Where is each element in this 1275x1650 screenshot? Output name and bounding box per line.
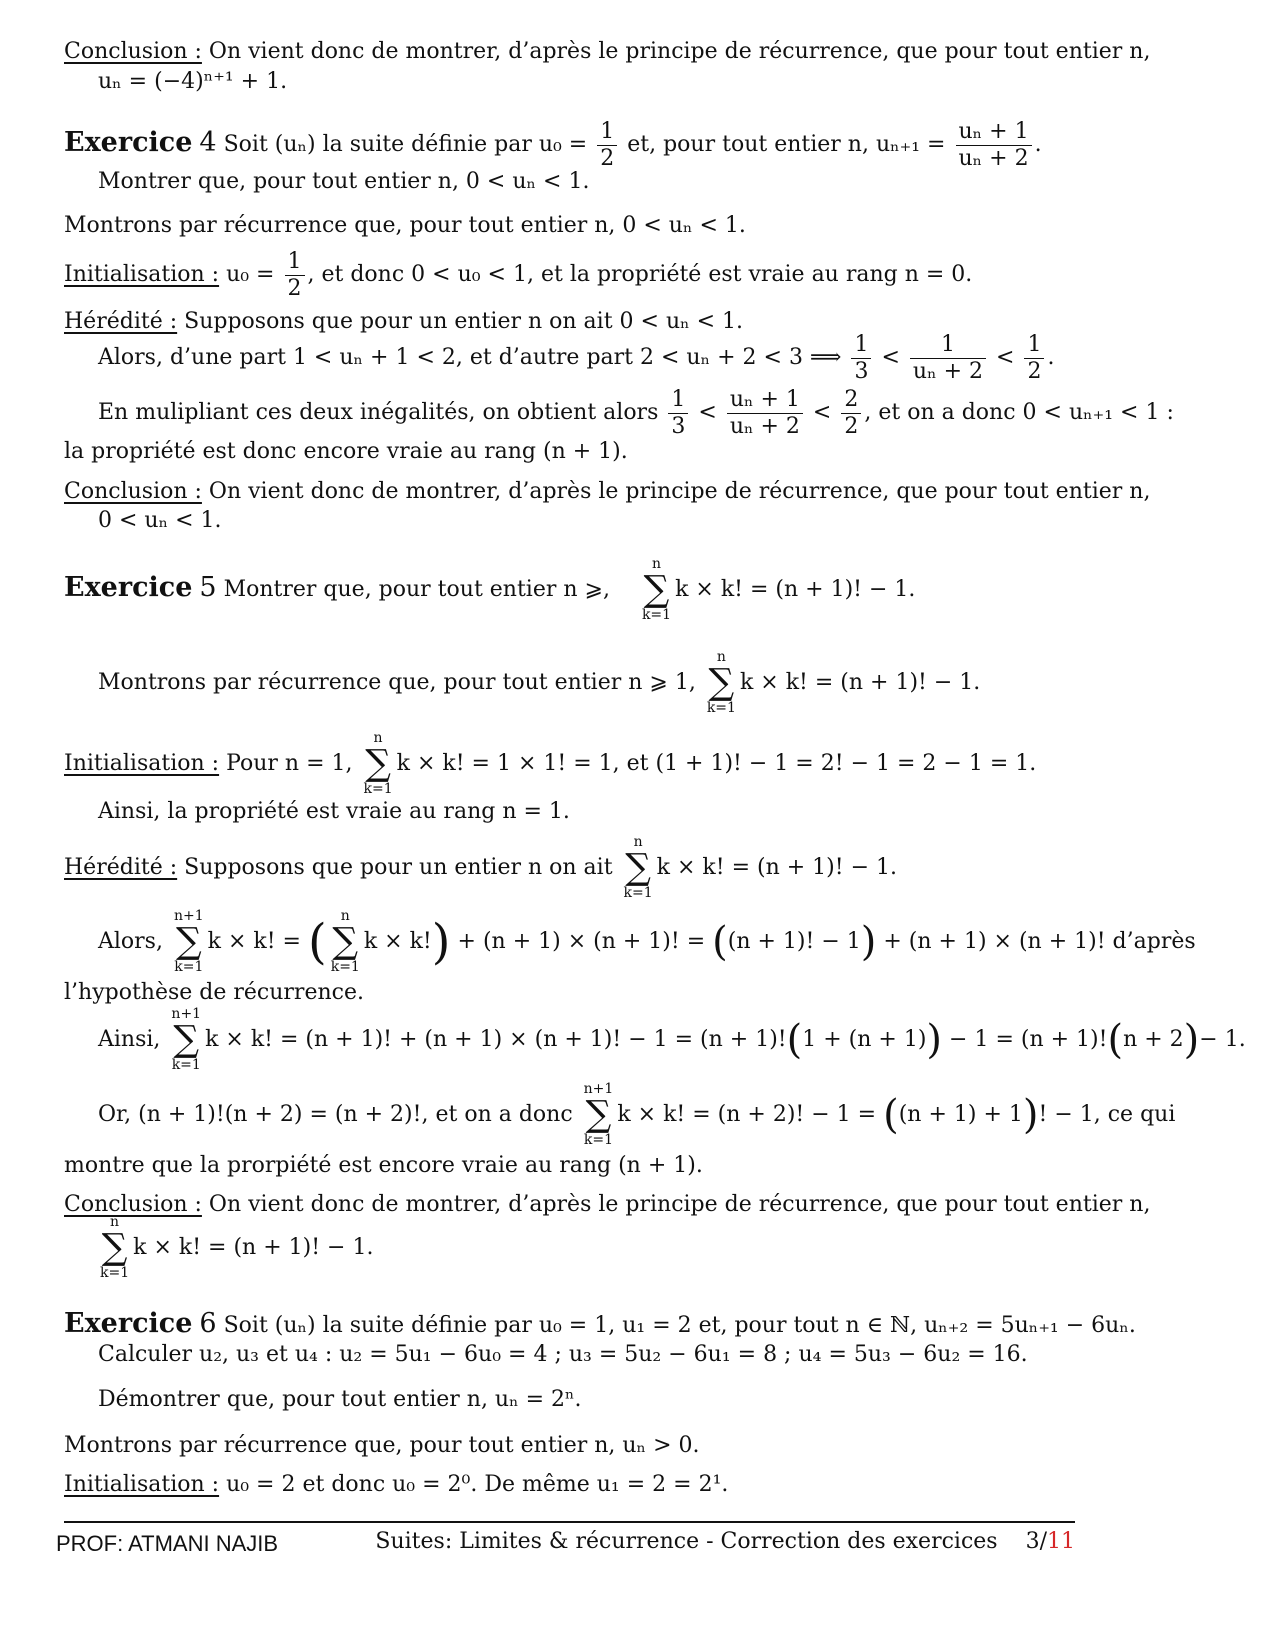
ex5-ainsi-line: Ainsi, n+1 ∑ k=1 k × k! = (n + 1)! + (n + 1) × (n + 1)! − 1 = (n + 1)!(1 + (n + 1)) − 1 = (n + 1)!(n + 2)− 1. bbox=[98, 1006, 1246, 1073]
ex4-question: Montrer que, pour tout entier n, 0 < uₙ < 1. bbox=[98, 169, 590, 194]
conclusion-formula: uₙ = (−4)ⁿ⁺¹ + 1. bbox=[98, 69, 288, 94]
ex5-init-label: Initialisation : bbox=[64, 751, 220, 776]
ex5-intro: Montrons par récurrence que, pour tout entier n ⩾ 1, n ∑ k=1 k × k! = (n + 1)! − 1. bbox=[98, 649, 981, 716]
ex5-heredite: Hérédité : Supposons que pour un entier n on ait n ∑ k=1 k × k! = (n + 1)! − 1. bbox=[64, 834, 898, 901]
ex6-question: Démontrer que, pour tout entier n, uₙ = 2ⁿ. bbox=[98, 1387, 582, 1412]
ex4-recurrence-fraction: $\frac{\text{uₙ + 1}}{\text{uₙ + 2}}$ bbox=[956, 119, 1032, 172]
ex4-conclusion-formula: 0 < uₙ < 1. bbox=[98, 508, 222, 533]
ex5-or-cont: montre que la prorpiété est encore vraie au rang (n + 1). bbox=[64, 1153, 703, 1178]
ex4-init-fraction: $\frac{1}{2}$ bbox=[285, 249, 305, 302]
ex5-initialisation: Initialisation : Pour n = 1, n ∑ k=1 k × k! = 1 × 1! = 1, et (1 + 1)! − 1 = 2! − 1 = 2 − 1 = 1. bbox=[64, 730, 1037, 797]
ex5-alors-line: Alors, n+1 ∑ k=1 k × k! = ( n ∑ k=1 k × k!) + (n + 1) × (n + 1)! = ((n + 1)! − 1) + (n + 1) × (n + 1)! d’après bbox=[98, 908, 1196, 975]
ex4-her-label: Hérédité : bbox=[64, 309, 178, 334]
ex4-u0-fraction: $\frac{1}{2}$ bbox=[597, 119, 617, 172]
ex4-concl-label: Conclusion : bbox=[64, 479, 202, 504]
ex5-sum-symbol: n ∑ k=1 bbox=[641, 556, 672, 623]
conclusion-label: Conclusion : bbox=[64, 39, 202, 64]
ex6-number: 6 bbox=[199, 1308, 217, 1339]
ex6-statement: Exercice 6 Soit (uₙ) la suite définie par u₀ = 1, u₁ = 2 et, pour tout n ∈ ℕ, uₙ₊₂ = 5uₙ₊₁ − 6uₙ. bbox=[64, 1308, 1136, 1339]
ex4-intro: Montrons par récurrence que, pour tout entier n, 0 < uₙ < 1. bbox=[64, 213, 746, 238]
ex4-mult-line: En mulipliant ces deux inégalités, on obtient alors $\frac{1}{3}$ < $\frac{\text{uₙ + 1}}{\text{uₙ + 2}}$ < $\frac{2}{2}$ , et on a donc 0 < uₙ₊₁ < 1 : bbox=[98, 386, 1174, 439]
ex5-or-line: Or, (n + 1)!(n + 2) = (n + 2)!, et on a donc n+1 ∑ k=1 k × k! = (n + 2)! − 1 = ((n + 1) + 1)! − 1, ce qui bbox=[98, 1081, 1176, 1148]
ex6-intro: Montrons par récurrence que, pour tout entier n, uₙ > 0. bbox=[64, 1433, 700, 1458]
ex6-title: Exercice bbox=[64, 1308, 193, 1339]
footer-title: Suites: Limites & récurrence - Correction des exercices bbox=[375, 1529, 998, 1554]
footer-author: PROF: ATMANI NAJIB bbox=[56, 1531, 279, 1556]
ex4-stmt1: Soit (uₙ) la suite définie par u₀ = bbox=[223, 132, 588, 157]
ex5-number: 5 bbox=[199, 572, 217, 603]
ex4-heredite: Hérédité : Supposons que pour un entier n on ait 0 < uₙ < 1. bbox=[64, 309, 744, 334]
ex5-alors-cont: l’hypothèse de récurrence. bbox=[64, 980, 364, 1005]
footer-rule bbox=[64, 1521, 1075, 1523]
conclusion-line bbox=[64, 38, 1150, 66]
page-total-link[interactable]: 11 bbox=[1047, 1529, 1075, 1554]
ex6-calc: Calculer u₂, u₃ et u₄ : u₂ = 5u₁ − 6u₀ = 4 ; u₃ = 5u₂ − 6u₁ = 8 ; u₄ = 5u₃ − 6u₂ = 16. bbox=[98, 1342, 1028, 1367]
ex4-init-label: Initialisation : bbox=[64, 262, 220, 287]
ex5-init-conclusion: Ainsi, la propriété est vraie au rang n = 1. bbox=[98, 799, 570, 824]
ex4-alors-line: Alors, d’une part 1 < uₙ + 1 < 2, et d’autre part 2 < uₙ + 2 < 3 ⟹ $\frac{1}{3}$ < $\frac{1}{\text{uₙ + 2}}$ < $\frac{1}{2}$ . bbox=[98, 331, 1055, 384]
ex4-initialisation: Initialisation : u₀ = $\frac{1}{2}$ , et donc 0 < u₀ < 1, et la propriété est vraie au rang n = 0. bbox=[64, 248, 973, 301]
ex4-title: Exercice bbox=[64, 127, 193, 158]
ex4-statement: Exercice 4 Soit (uₙ) la suite définie par u₀ = $\frac{1}{2}$ et, pour tout entier n, uₙ₊₁ = $\frac{\text{uₙ + 1}}{\text{uₙ + 2}}$ . bbox=[64, 118, 1042, 171]
ex4-number: 4 bbox=[199, 127, 217, 158]
ex5-conclusion: Conclusion : On vient donc de montrer, d’après le principe de récurrence, que pour tout entier n, bbox=[64, 1192, 1151, 1217]
ex6-initialisation: Initialisation : u₀ = 2 et donc u₀ = 2⁰. De même u₁ = 2 = 2¹. bbox=[64, 1472, 729, 1497]
ex4-conclusion: Conclusion : On vient donc de montrer, d’après le principe de récurrence, que pour tout entier n, bbox=[64, 479, 1151, 504]
conclusion-text: On vient donc de montrer, d’après le principe de récurrence, que pour tout entier n, bbox=[208, 39, 1151, 64]
ex4-mult-cont: la propriété est donc encore vraie au rang (n + 1). bbox=[64, 439, 628, 464]
ex6-init-label: Initialisation : bbox=[64, 1472, 220, 1497]
ex5-statement: Exercice 5 Montrer que, pour tout entier n ⩾, n ∑ k=1 k × k! = (n + 1)! − 1. bbox=[64, 556, 916, 623]
footer-title-page: Suites: Limites & récurrence - Correction des exercices 3/11 bbox=[375, 1529, 1075, 1554]
ex5-conclusion-formula: n ∑ k=1 k × k! = (n + 1)! − 1. bbox=[100, 1214, 374, 1281]
ex4-stmt2: et, pour tout entier n, uₙ₊₁ = bbox=[627, 132, 946, 157]
ex5-her-label: Hérédité : bbox=[64, 855, 178, 880]
page-current: 3 bbox=[1025, 1529, 1040, 1554]
ex5-title: Exercice bbox=[64, 572, 193, 603]
ex5-concl-label: Conclusion : bbox=[64, 1192, 202, 1217]
